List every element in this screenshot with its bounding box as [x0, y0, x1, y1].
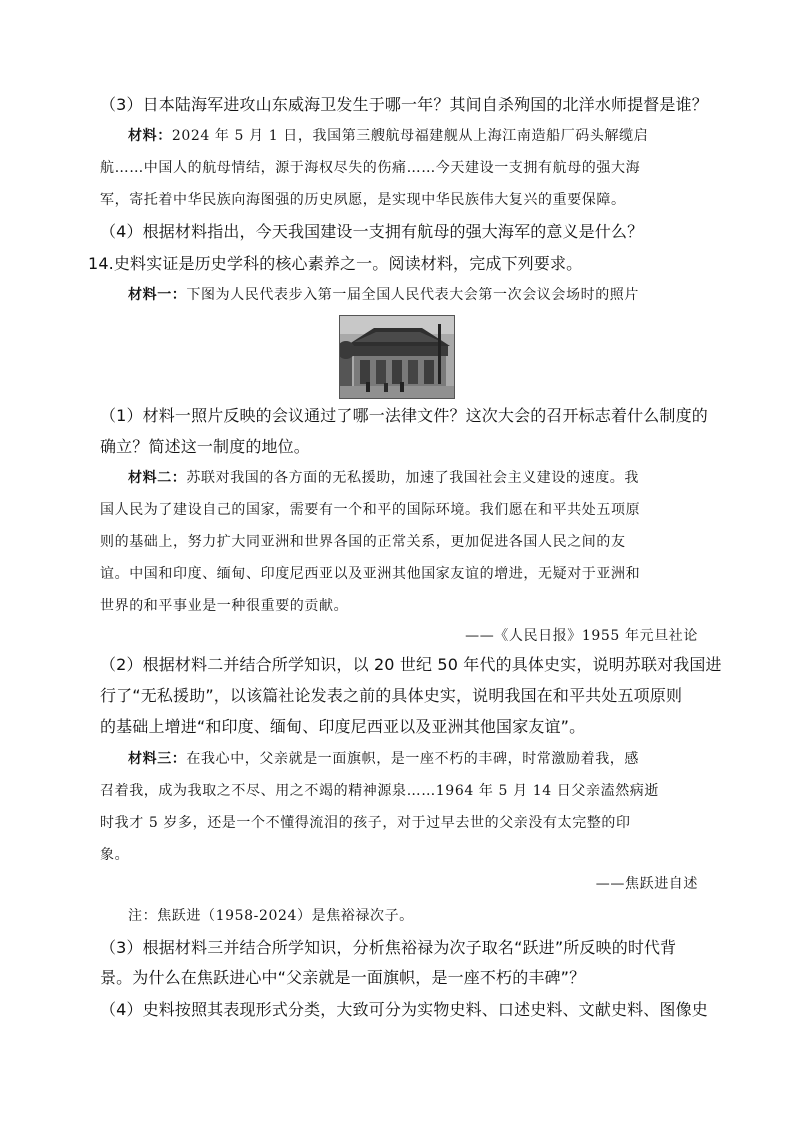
material-13	[128, 128, 648, 145]
material-text-line: 国人民为了建设自己的国家，需要有一个和平的国际环境。我们愿在和平共处五项原	[100, 502, 641, 518]
material-label: 材料一：	[128, 287, 187, 303]
material-source: ——《人民日报》1955 年元旦社论	[465, 628, 698, 644]
question-14-stem: 14.史料实证是历史学科的核心素养之一。阅读材料，完成下列要求。	[88, 254, 583, 273]
material-text-line: 航……中国人的航母情结，源于海权尽失的伤痛……今天建设一支拥有航母的强大海	[100, 160, 641, 176]
npc-session-photo	[339, 315, 455, 399]
question-14-part-3-cont: 景。为什么在焦跃进心中“父亲就是一面旗帜，是一座不朽的丰碑”？	[100, 968, 586, 987]
question-14-part-3: （3）根据材料三并结合所学知识，分析焦裕禄为次子取名“跃进”所反映的时代背	[100, 938, 677, 957]
material-text-line: 则的基础上，努力扩大同亚洲和世界各国的正常关系，更加促进各国人民之间的友	[100, 534, 626, 550]
material-text-line: 时我才 5 岁多，还是一个不懂得流泪的孩子，对于过早去世的父亲没有太完整的印	[100, 815, 631, 831]
npc-building-image	[340, 316, 454, 398]
material-1	[128, 287, 639, 304]
material-label: 材料三：	[128, 751, 187, 767]
question-14-part-2-cont: 的基础上增进“和印度、缅甸、印度尼西亚以及亚洲其他国家友谊”。	[100, 717, 586, 736]
material-text-line: 谊。中国和印度、缅甸、印度尼西亚以及亚洲其他国家友谊的增进，无疑对于亚洲和	[100, 566, 641, 582]
question-14-part-2: （2）根据材料二并结合所学知识，以 20 世纪 50 年代的具体史实，说明苏联对我国进	[100, 655, 722, 674]
material-source: ——焦跃进自述	[595, 876, 698, 892]
material-label: 材料：	[128, 128, 172, 144]
material-text-line: 召着我，成为我取之不尽、用之不竭的精神源泉……1964 年 5 月 14 日父亲溘然病逝	[100, 783, 659, 799]
question-14-part-4: （4）史料按照其表现形式分类，大致可分为实物史料、口述史料、文献史料、图像史	[100, 1000, 708, 1019]
material-text-line: 在我心中，父亲就是一面旗帜，是一座不朽的丰碑，时常激励着我，感	[186, 751, 640, 767]
question-13-part-4: （4）根据材料指出，今天我国建设一支拥有航母的强大海军的意义是什么？	[100, 222, 644, 241]
question-14-part-1-cont: 确立？简述这一制度的地位。	[100, 437, 310, 456]
question-14-part-2-cont: 行了“无私援助”，以该篇社论发表之前的具体史实，说明我国在和平共处五项原则	[100, 686, 683, 705]
question-14-part-1: （1）材料一照片反映的会议通过了哪一法律文件？这次大会的召开标志着什么制度的	[100, 406, 708, 425]
material-2	[128, 470, 639, 487]
material-label: 材料二：	[128, 470, 187, 486]
question-13-part-3: （3）日本陆海军进攻山东威海卫发生于哪一年？其间自杀殉国的北洋水师提督是谁？	[100, 95, 708, 114]
material-text-line: 苏联对我国的各方面的无私援助，加速了我国社会主义建设的速度。我	[186, 470, 640, 486]
material-text-line: 象。	[100, 847, 130, 863]
material-text-line: 下图为人民代表步入第一届全国人民代表大会第一次会议会场时的照片	[186, 287, 640, 303]
material-text-line: 世界的和平事业是一种很重要的贡献。	[100, 598, 349, 614]
material-text-line: 2024 年 5 月 1 日，我国第三艘航母福建舰从上海江南造船厂码头解缆启	[171, 128, 649, 144]
material-text-line: 军，寄托着中华民族向海图强的历史夙愿，是实现中华民族伟大复兴的重要保障。	[100, 192, 626, 208]
note: 注：焦跃进（1958-2024）是焦裕禄次子。	[128, 908, 414, 924]
material-3	[128, 751, 639, 768]
